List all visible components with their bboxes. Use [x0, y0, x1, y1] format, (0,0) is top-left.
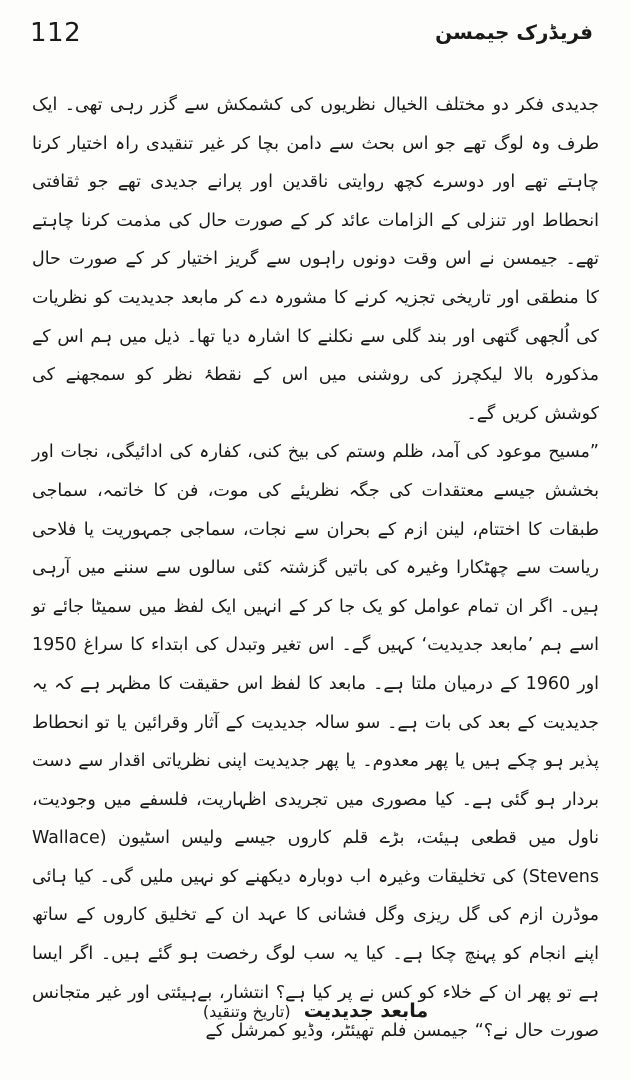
page-header [30, 18, 601, 58]
footer-book-subtitle: (تاریخ وتنقید) [202, 1002, 291, 1021]
running-head: فریڈرک جیمسن [435, 20, 593, 44]
body-text [32, 86, 599, 1051]
page-footer [0, 1000, 631, 1022]
paragraph-quote: ”مسیح موعود کی آمد، ظلم وستم کی بیخ کنی، کفارہ کی ادائیگی، نجات اور بخشش جیسے معتقدات کی جگہ نظریئے کی موت، فن کا خاتمہ، سماجی طبقات کا اختتام، لینن ازم کے بحران سے نجات، سماجی جمہوریت یا فلاحی ریاست سے چھٹکارا وغیرہ کی باتیں گزشتہ کئی سالوں سے سننے میں آرہی ہیں۔ اگر ان تمام عوامل کو یک جا کر کے انہیں ایک لفظ میں سمیٹا جائے تو اسے ہم ’مابعد جدیدیت‘ کہیں گے۔ اس تغیر وتبدل کی ابتداء کا سراغ 1950 اور 1960 کے درمیان ملتا ہے۔ مابعد کا لفظ اس حقیقت کا مظہر ہے کہ یہ جدیدیت کے بعد کی بات ہے۔ سو سالہ جدیدیت کے آثار وقرائین یا تو انحطاط پذیر ہو چکے ہیں یا پھر معدوم۔ یا پھر جدیدیت اپنی نظریاتی اقدار سے دست بردار ہو گئی ہے۔ کیا مصوری میں تجریدی اظہاریت، فلسفے میں وجودیت، ناول میں قطعی ہیئت، بڑے قلم کاروں جیسے ولیس اسٹیون (Wallace Stevens) کی تخلیقات وغیرہ اب دوبارہ دیکھنے کو نہیں ملیں گی۔ کیا ہائی موڈرن ازم کی گل ریزی وگل فشانی کا عہد ان کے تخلیق کاروں کے ساتھ اپنے انجام کو پہنچ چکا ہے۔ کیا یہ سب لوگ رخصت ہو گئے ہیں۔ اگر ایسا ہے تو پھر ان کے خلاء کو کس نے پر کیا ہے؟ انتشار، بےہیئتی اور غیر متجانس صورت حال نے؟“ جیمسن فلم تھیئٹر، وڈیو کمرشل کے [32, 442, 600, 1042]
page-number: 112 [30, 18, 82, 48]
paragraph-intro: جدیدی فکر دو مختلف الخیال نظریوں کی کشمکش سے گزر رہی تھی۔ ایک طرف وہ لوگ تھے جو اس بحث سے دامن بچا کر غیر تنقیدی راہ اختیار کرنا چاہتے تھے اور دوسرے کچھ روایتی ناقدین اور پرانے جدیدی تھے جو ثقافتی انحطاط اور تنزلی کے الزامات عائد کر کے صورت حال کی مذمت کرنا چاہتے تھے۔ جیمسن نے اس وقت دونوں راہوں سے گریز اختیار کر کے صورت حال کا منطقی اور تاریخی تجزیہ کرنے کا مشورہ دے کر مابعد جدیدیت کو نظریات کی اُلجھی گتھی اور بند گلی سے نکلنے کا اشارہ دیا تھا۔ ذیل میں ہم اس کے مذکورہ بالا لیکچرز کی روشنی میں اس کے نقطۂ نظر کو سمجھنے کی کوشش کریں گے۔ [32, 95, 599, 424]
footer-book-title: مابعد جدیدیت [303, 1000, 429, 1022]
